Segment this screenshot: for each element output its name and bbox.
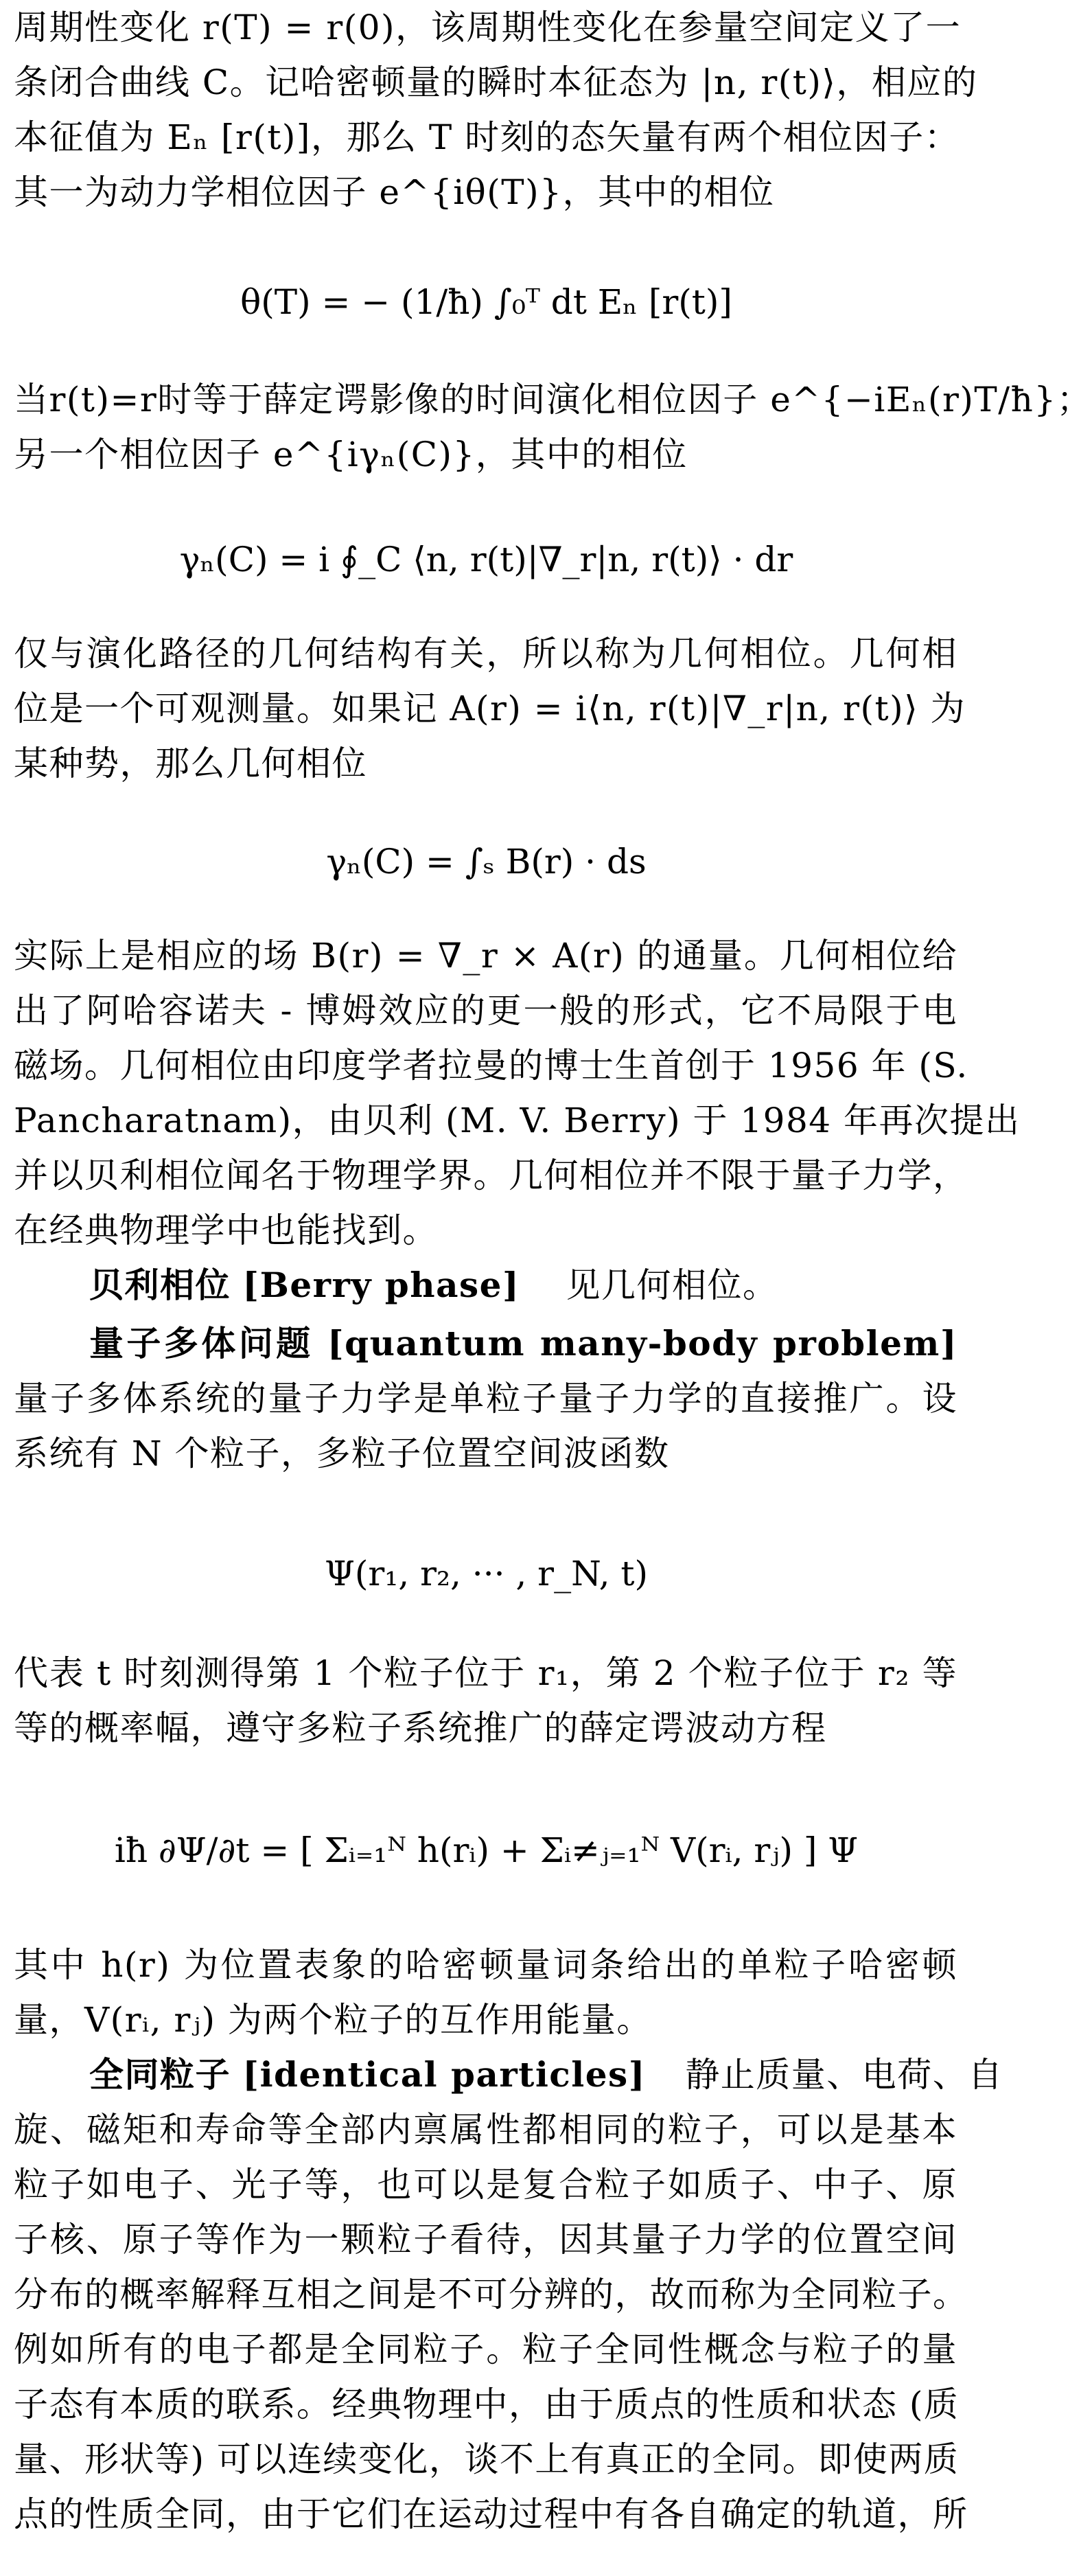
text-line: 等的概率幅，遵守多粒子系统推广的薛定谔波动方程 [14,1708,827,1748]
text-line: 位是一个可观测量。如果记 A(r) = i⟨n, r(t)|∇_r|n, r(t)⟩ 为 [14,689,966,728]
entry-quantum-many-body [14,1322,957,1366]
text-line: 量、形状等) 可以连续变化，谈不上有真正的全同。即使两质 [14,2439,960,2479]
text-line: 例如所有的电子都是全同粒子。粒子全同性概念与粒子的量 [14,2330,957,2369]
text-line: 在经典物理学中也能找到。 [14,1210,438,1250]
equation-wavefunction: Ψ(r₁, r₂, ··· , r_N, t) [324,1554,649,1594]
equation-flux: γₙ(C) = ∫ₛ B(r) · ds [326,842,647,882]
entry-berry-phase [14,1263,957,1307]
equation-schrodinger: iħ ∂Ψ/∂t = [ Σᵢ₌₁ᴺ h(rᵢ) + Σᵢ≠ⱼ₌₁ᴺ V(rᵢ, rⱼ) ] Ψ [114,1830,859,1870]
text-line: 粒子如电子、光子等，也可以是复合粒子如质子、中子、原 [14,2165,957,2205]
text-line: 代表 t 时刻测得第 1 个粒子位于 r₁，第 2 个粒子位于 r₂ 等 [14,1653,957,1693]
text-line: 分布的概率解释互相之间是不可分辨的，故而称为全同粒子。 [14,2275,968,2314]
entry-text: 见几何相位。 [566,1265,778,1305]
text-line: 磁场。几何相位由印度学者拉曼的博士生首创于 1956 年 (S. [14,1046,968,1085]
entry-identical-particles [14,2053,1003,2097]
text-line: 量，V(rᵢ, rⱼ) 为两个粒子的互作用能量。 [14,2000,652,2040]
text-line: 实际上是相应的场 B(r) = ∇_r × A(r) 的通量。几何相位给 [14,936,957,976]
entry-term: 贝利相位 [89,1265,231,1305]
text-line: 出了阿哈容诺夫 - 博姆效应的更一般的形式，它不局限于电 [14,991,957,1031]
text-line: 点的性质全同，由于它们在运动过程中有各自确定的轨道，所 [14,2494,968,2534]
text-line: 其一为动力学相位因子 e^{iθ(T)}，其中的相位 [14,172,775,212]
text-line: 仅与演化路径的几何结构有关，所以称为几何相位。几何相 [14,634,957,674]
text-line: 其中 h(r) 为位置表象的哈密顿量词条给出的单粒子哈密顿 [14,1945,957,1985]
entry-text: 静止质量、电荷、自 [685,2055,1003,2095]
text-line: 并以贝利相位闻名于物理学界。几何相位并不限于量子力学， [14,1155,968,1195]
text-line: 另一个相位因子 e^{iγₙ(C)}，其中的相位 [14,435,688,474]
text-line: 量子多体系统的量子力学是单粒子量子力学的直接推广。设 [14,1379,957,1418]
text-line: 本征值为 Eₙ [r(t)]，那么 T 时刻的态矢量有两个相位因子： [14,117,960,157]
text-line: Pancharatnam)，由贝利 (M. V. Berry) 于 1984 年再次提出 [14,1101,1021,1140]
entry-term: 全同粒子 [89,2055,231,2095]
text-line: 条闭合曲线 C。记哈密顿量的瞬时本征态为 |n, r(t)⟩，相应的 [14,62,978,102]
equation-dynamical-phase: θ(T) = − (1/ħ) ∫₀ᵀ dt Eₙ [r(t)] [240,282,732,322]
text-line: 系统有 N 个粒子，多粒子位置空间波函数 [14,1434,670,1473]
text-line: 周期性变化 r(T) = r(0)，该周期性变化在参量空间定义了一 [14,8,962,47]
text-line: 当r(t)=r时等于薛定谔影像的时间演化相位因子 e^{−iEₙ(r)T/ħ}； [14,380,1092,419]
entry-term: 量子多体问题 [89,1324,314,1364]
text-line: 旋、磁矩和寿命等全部内禀属性都相同的粒子，可以是基本 [14,2110,957,2150]
entry-english: [quantum many-body problem] [327,1323,957,1364]
text-line: 子核、原子等作为一颗粒子看待，因其量子力学的位置空间 [14,2220,957,2259]
entry-english: [identical particles] [242,2054,646,2095]
entry-english: [Berry phase] [242,1265,520,1305]
equation-geometric-phase: γₙ(C) = i ∮_C ⟨n, r(t)|∇_r|n, r(t)⟩ · dr [179,540,793,579]
text-line: 某种势，那么几何相位 [14,744,367,783]
text-line: 子态有本质的联系。经典物理中，由于质点的性质和状态 (质 [14,2384,960,2424]
